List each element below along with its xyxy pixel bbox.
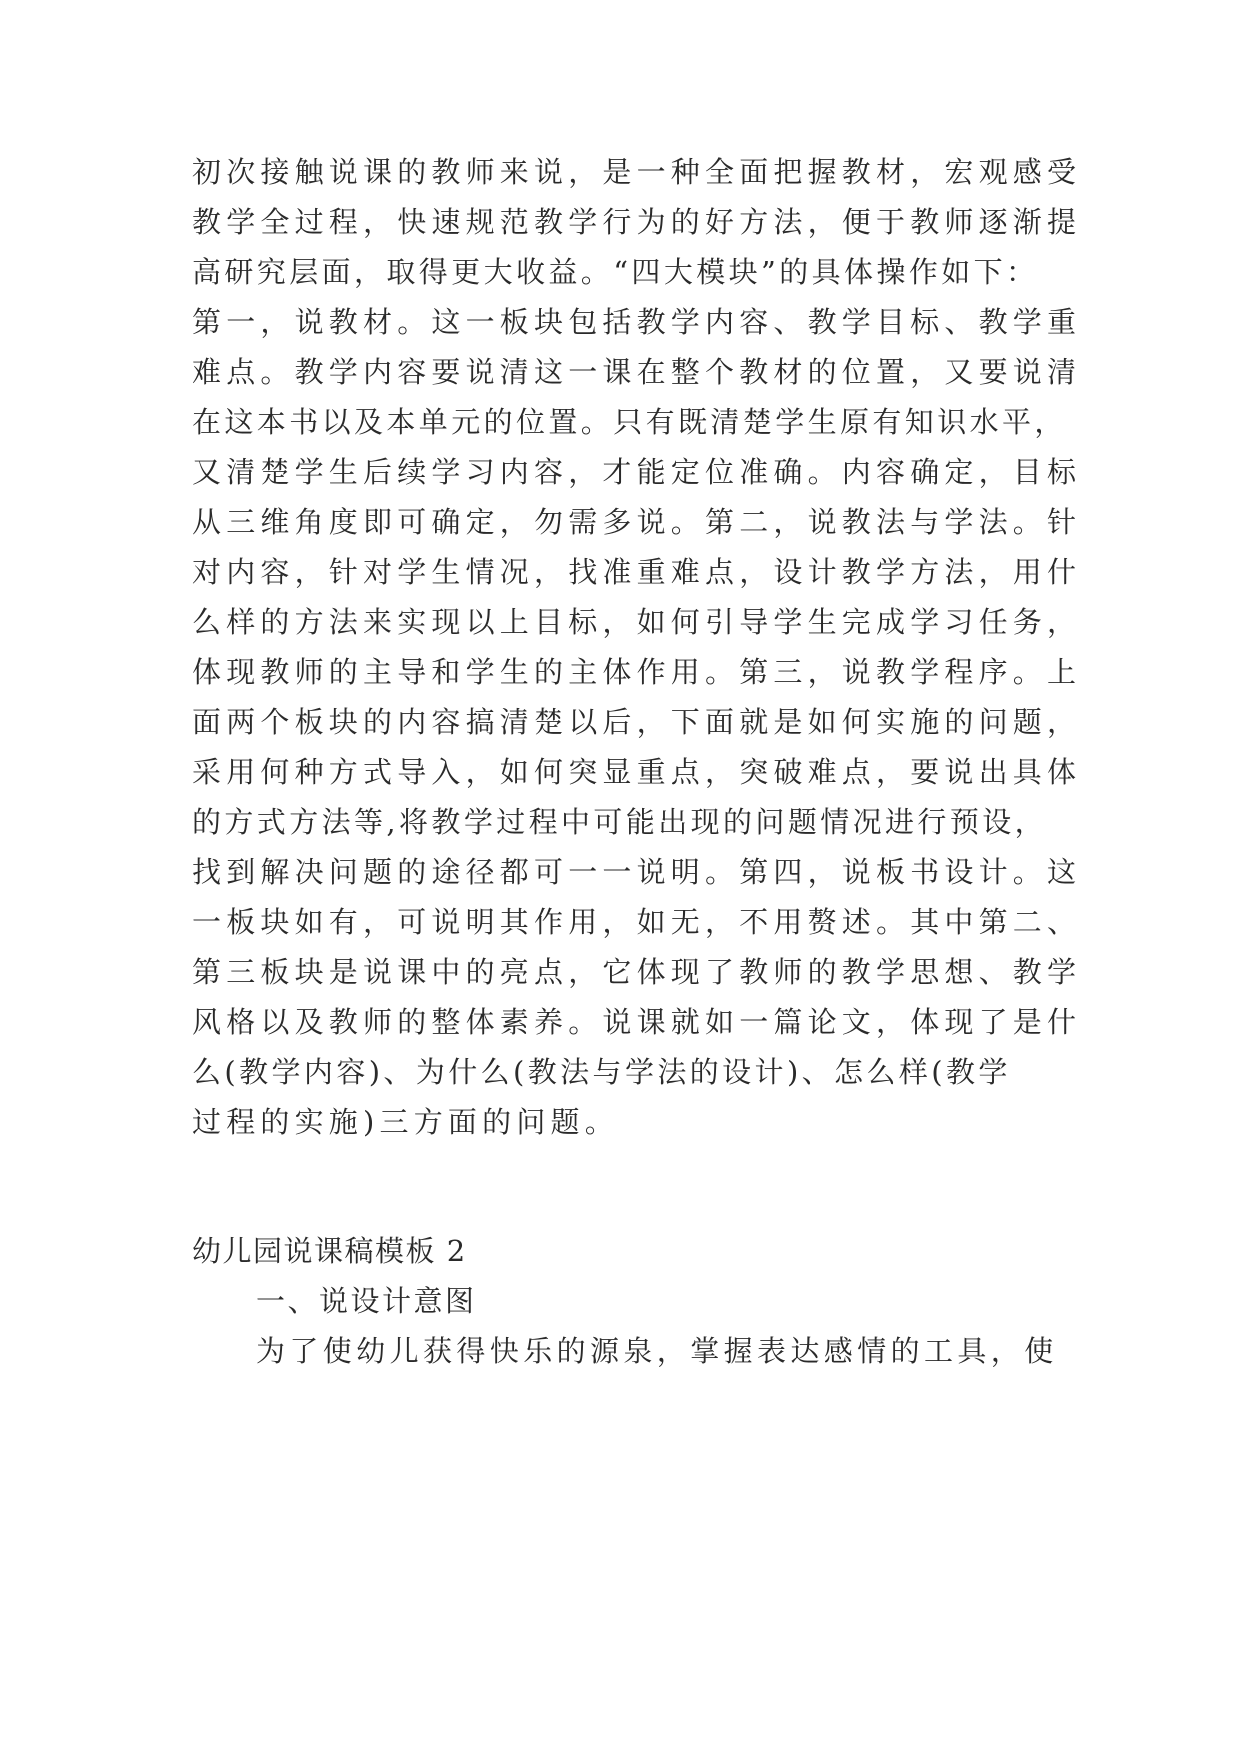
paragraph-line: 的方式方法等,将教学过程中可能出现的问题情况进行预设，: [192, 805, 1048, 839]
subheading: 一、说设计意图: [256, 1284, 477, 1318]
paragraph-line: 初次接触说课的教师来说，是一种全面把握教材，宏观感受: [192, 155, 1082, 189]
paragraph-line: 高研究层面，取得更大收益。“四大模块”的具体操作如下：: [192, 255, 1039, 289]
section-title: 幼儿园说课稿模板 2: [192, 1234, 467, 1268]
paragraph-line: 从三维角度即可确定，勿需多说。第二，说教法与学法。针: [192, 505, 1082, 539]
paragraph-line: 在这本书以及本单元的位置。只有既清楚学生原有知识水平，: [192, 405, 1067, 439]
paragraph-line: 难点。教学内容要说清这一课在整个教材的位置，又要说清: [192, 355, 1082, 389]
paragraph-line: 采用何种方式导入，如何突显重点，突破难点，要说出具体: [192, 755, 1082, 789]
paragraph-line: 过程的实施)三方面的问题。: [192, 1105, 619, 1139]
paragraph-line: 又清楚学生后续学习内容，才能定位准确。内容确定，目标: [192, 455, 1082, 489]
paragraph-line: 找到解决问题的途径都可一一说明。第四，说板书设计。这: [192, 855, 1082, 889]
paragraph-line: 教学全过程，快速规范教学行为的好方法，便于教师逐渐提: [192, 205, 1082, 239]
paragraph-line: 第一，说教材。这一板块包括教学内容、教学目标、教学重: [192, 305, 1082, 339]
paragraph-line: 一板块如有，可说明其作用，如无，不用赘述。其中第二、: [192, 905, 1082, 939]
paragraph-line: 体现教师的主导和学生的主体作用。第三，说教学程序。上: [192, 655, 1082, 689]
paragraph-line: 对内容，针对学生情况，找准重难点，设计教学方法，用什: [192, 555, 1082, 589]
paragraph-line: 风格以及教师的整体素养。说课就如一篇论文，体现了是什: [192, 1005, 1082, 1039]
paragraph-line: 面两个板块的内容搞清楚以后，下面就是如何实施的问题，: [192, 705, 1082, 739]
paragraph-line: 第三板块是说课中的亮点，它体现了教师的教学思想、教学: [192, 955, 1082, 989]
paragraph-line: 为了使幼儿获得快乐的源泉，掌握表达感情的工具，使: [256, 1334, 1058, 1368]
paragraph-line: 么样的方法来实现以上目标，如何引导学生完成学习任务，: [192, 605, 1082, 639]
paragraph-line: 么(教学内容)、为什么(教法与学法的设计)、怎么样(教学: [192, 1055, 1011, 1089]
